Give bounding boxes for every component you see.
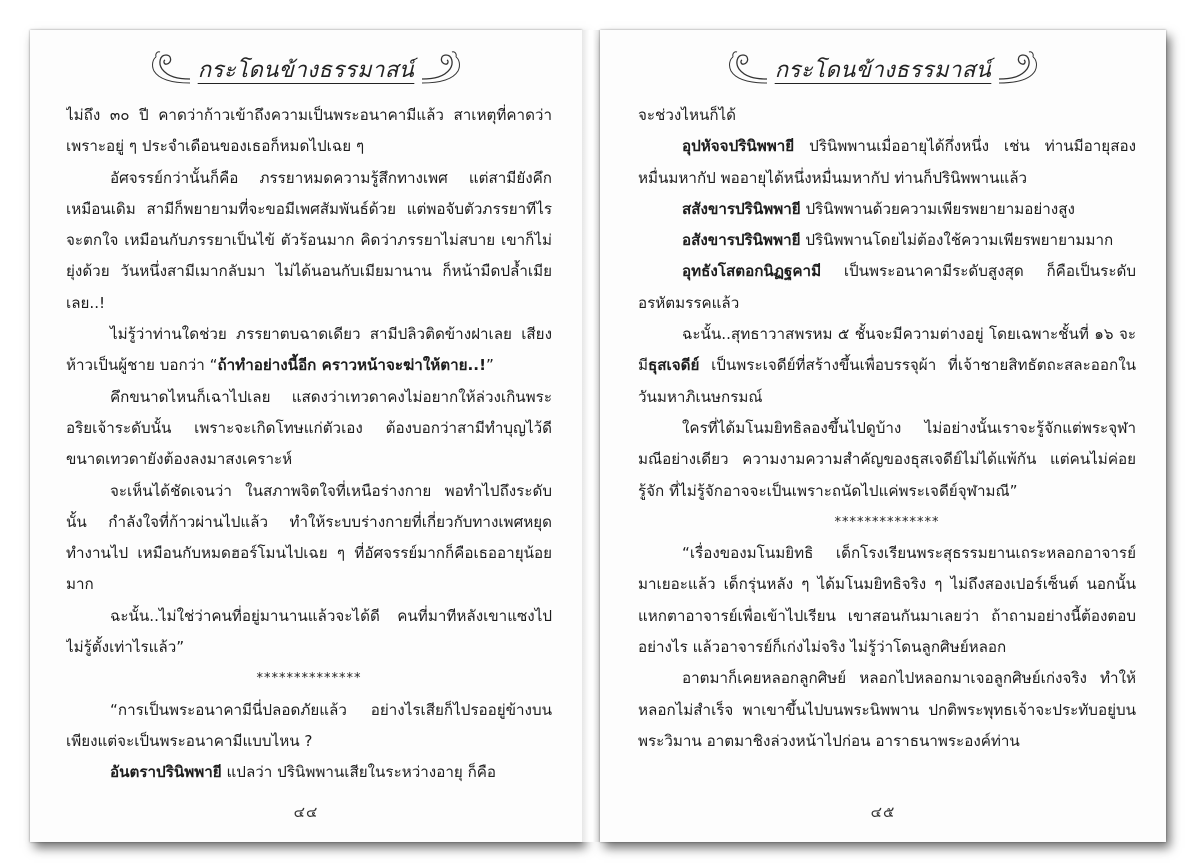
bold-term: ธุสเจดีย์ — [648, 356, 700, 375]
bold-term: อุปหัจจปรินิพพายี — [682, 137, 795, 156]
right-page-header — [600, 46, 1166, 92]
text-span: ปรินิพพานด้วยความเพียรพยายามอย่างสูง — [800, 199, 1075, 218]
bold-term: สสังขารปรินิพพายี — [682, 199, 801, 218]
left-flourish-ornament-icon — [727, 49, 769, 89]
paragraph: จะช่วงไหนก็ได้ — [638, 106, 737, 124]
paragraph — [638, 194, 1136, 225]
paragraph — [638, 319, 1136, 413]
left-page-body — [66, 100, 552, 788]
running-header-title: กระโดนข้างธรรมาสน์ — [197, 57, 415, 83]
left-flourish-ornament-icon — [150, 49, 192, 89]
left-page — [30, 30, 582, 842]
bold-term: อสังขารปรินิพพายี — [682, 231, 801, 250]
paragraph: ไม่ถึง ๓๐ ปี คาดว่าก้าวเข้าถึงความเป็นพระอนาคามีแล้ว สาเหตุที่คาดว่า เพราะอยู่ ๆ ประจำเดือนของเธอก็หมดไปเฉย ๆ — [66, 106, 552, 156]
section-separator: ************** — [256, 671, 362, 687]
text-span: ปรินิพพานโดยไม่ต้องใช้ความเพียรพยายามมาก — [800, 231, 1114, 250]
text-span: ” — [486, 356, 494, 375]
paragraph: ฉะนั้น..ไม่ใช่ว่าคนที่อยู่มานานแล้วจะได้ดี คนที่มาทีหลังเขาแซงไปไม่รู้ตั้งเท่าไรแล้ว” — [66, 606, 552, 657]
paragraph — [638, 256, 1136, 319]
paragraph: คึกขนาดไหนก็เฉาไปเลย แสดงว่าเทวดาคงไม่อยากให้ล่วงเกินพระอริยเจ้าระดับนั้น เพราะจะเกิดโทษแก่ตัวเอง ต้องบอกว่าสามีทำบุญไว้ดี ขนาดเทวดายังต้องลงมาสงเคราะห์ — [66, 387, 552, 469]
paragraph — [66, 319, 552, 382]
right-page — [600, 30, 1166, 842]
bold-quote: ถ้าทำอย่างนี้อีก คราวหน้าจะฆ่าให้ตาย..! — [217, 356, 487, 375]
paragraph: “เรื่องของมโนมยิทธิ เด็กโรงเรียนพระสุธรรมยานเถระหลอกอาจารย์มาเยอะแล้ว เด็กรุ่นหลัง ๆ ได้มโนมยิทธิจริง ๆ ไม่ถึงสองเปอร์เซ็นต์ นอกนั้นแหกตาอาจารย์เพื่อเข้าไปเรียน เขาสอนกันมาเลยว่า ถ้าถามอย่างนี้ต้องตอบอย่างไร แล้วอาจารย์ก็เก่งไม่จริง ไม่รู้ว่าโดนลูกศิษย์หลอก — [638, 544, 1136, 657]
paragraph: “การเป็นพระอนาคามีนี่ปลอดภัยแล้ว อย่างไรเสียก็ไปรออยู่ข้างบน เพียงแต่จะเป็นพระอนาคามีแบบไหน ? — [66, 700, 552, 750]
text-span: ฉะนั้น..สุทธาวาสพรหม ๕ ชั้นจะมีความต่างอยู่ โดยเฉพาะชั้นที่ ๑๖ จะมี — [638, 325, 1136, 375]
text-span: เป็นพระเจดีย์ที่สร้างขึ้นเพื่อบรรจุผ้า ที่เจ้าชายสิทธัตถะสละออกในวันมหาภิเนษกรมณ์ — [638, 356, 1136, 406]
paragraph: ใครที่ได้มโนมยิทธิลองขึ้นไปดูบ้าง ไม่อย่างนั้นเราจะรู้จักแต่พระจุฬามณีอย่างเดียว ความงามความสำคัญของธุสเจดีย์ไม่ได้แพ้กัน แต่คนไม่ค่อยรู้จัก ที่ไม่รู้จักอาจจะเป็นเพราะถนัดไปแค่พระเจดีย์จุฬามณี” — [638, 418, 1136, 500]
page-number: ๔๕ — [870, 803, 896, 821]
paragraph — [638, 225, 1136, 256]
paragraph: อัศจรรย์กว่านั้นก็คือ ภรรยาหมดความรู้สึกทางเพศ แต่สามียังคึกเหมือนเดิม สามีก็พยายามที่จะขอมีเพศสัมพันธ์ด้วย แต่พอจับตัวภรรยาทีไรจะตกใจ เหมือนกับภรรยาเป็นไข้ ตัวร้อนมาก คิดว่าภรรยาไม่สบาย เขาก็ไม่ยุ่งด้วย วันหนึ่งสามีเมากลับมา ไม่ได้นอนกับเมียมานาน ก็หน้ามืดปล้ำเมียเลย..! — [66, 168, 552, 312]
text-span: ปรินิพพานเมื่ออายุได้กึ่งหนึ่ง เช่น ท่านมีอายุสองหมื่นมหากัป พออายุได้หนึ่งหมื่นมหากัป ท่านก็ปรินิพพานแล้ว — [638, 137, 1136, 187]
bold-term: อันตราปรินิพพายี — [110, 763, 222, 782]
right-flourish-ornament-icon — [997, 49, 1039, 89]
right-page-body — [638, 100, 1136, 788]
left-page-header — [30, 46, 582, 92]
running-header-title: กระโดนข้างธรรมาสน์ — [774, 57, 992, 83]
paragraph — [66, 757, 552, 788]
paragraph: จะเห็นได้ชัดเจนว่า ในสภาพจิตใจที่เหนือร่างกาย พอทำไปถึงระดับนั้น กำลังใจที่ก้าวผ่านไปแล้ว ทำให้ระบบร่างกายที่เกี่ยวกับทางเพศหยุดทำงานไป เหมือนกับหมดฮอร์โมนไปเฉย ๆ ที่อัศจรรย์มากก็คือเธออายุน้อยมาก — [66, 481, 552, 594]
section-separator: ************** — [834, 514, 940, 530]
text-span: เป็นพระอนาคามีระดับสูงสุด ก็คือเป็นระดับอรหัตมรรคแล้ว — [638, 262, 1136, 312]
bold-term: อุทธังโสตอกนิฏฐคามี — [682, 262, 822, 281]
page-number: ๔๔ — [293, 803, 319, 821]
text-span: ไม่รู้ว่าท่านใดช่วย ภรรยาตบฉาดเดียว สามีปลิวติดข้างฝาเลย เสียงห้าวเป็นผู้ชาย บอกว่า “ — [66, 325, 552, 375]
right-flourish-ornament-icon — [420, 49, 462, 89]
paragraph: อาตมาก็เคยหลอกลูกศิษย์ หลอกไปหลอกมาเจอลูกศิษย์เก่งจริง ทำให้หลอกไม่สำเร็จ พาเขาขึ้นไปบนพระนิพพาน ปกติพระพุทธเจ้าจะประทับอยู่บนพระวิมาน อาตมาชิงล่วงหน้าไปก่อน อาราธนาพระองค์ท่าน — [638, 669, 1136, 750]
paragraph — [638, 131, 1136, 194]
book-gutter — [582, 30, 600, 842]
text-span: แปลว่า ปรินิพพานเสียในระหว่างอายุ ก็คือ — [221, 763, 497, 782]
